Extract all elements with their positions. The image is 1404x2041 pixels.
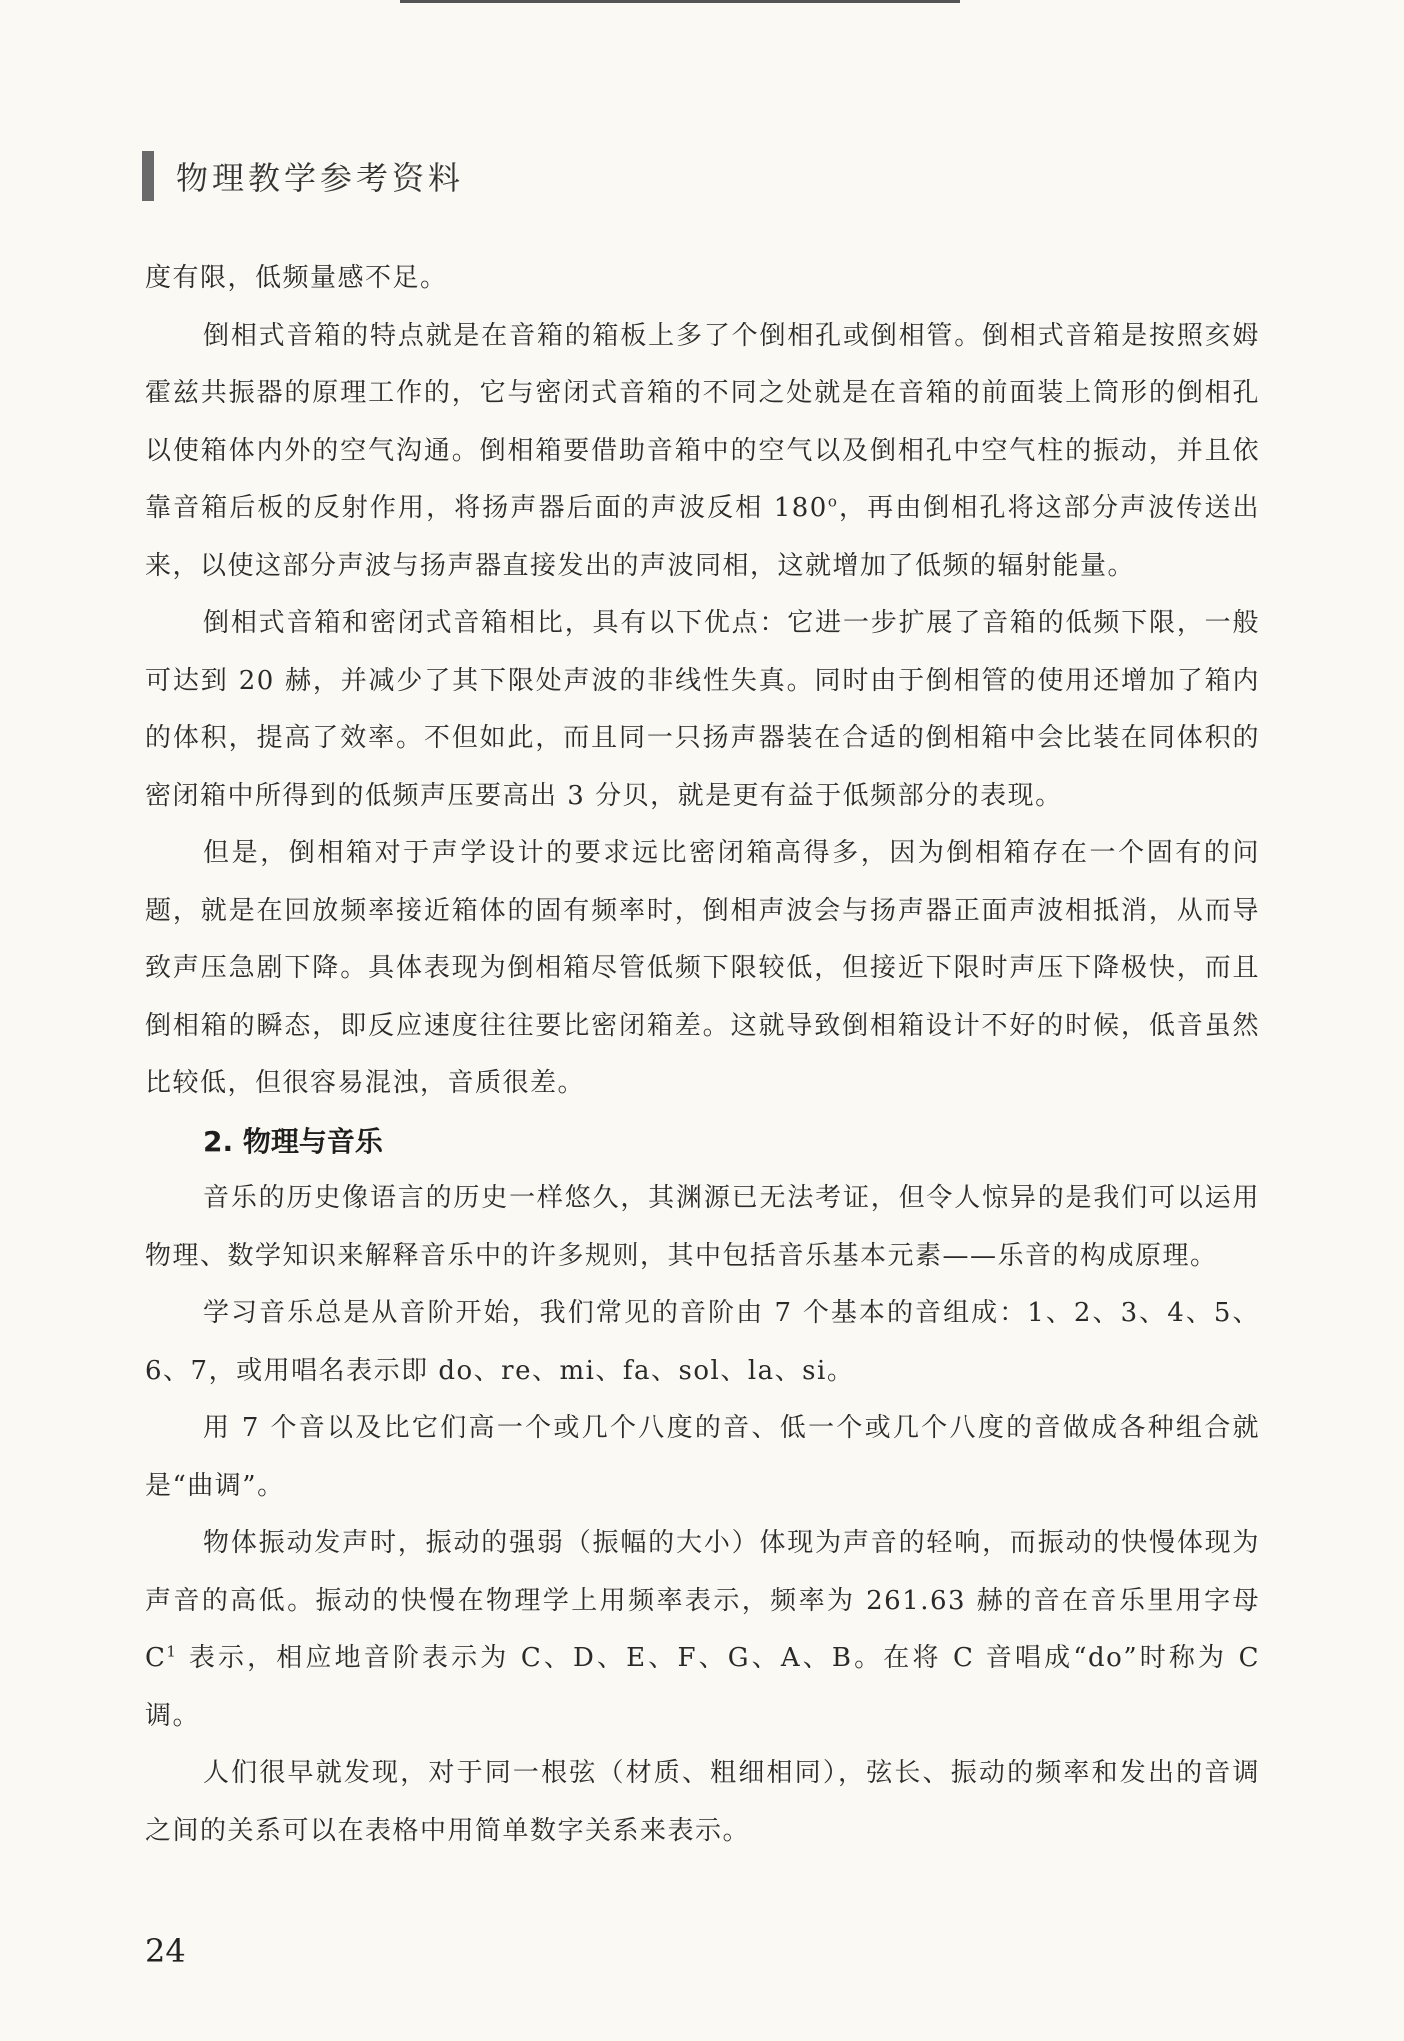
header-bar	[142, 151, 154, 201]
running-header	[142, 150, 464, 202]
paragraph-bass-reflex-problems: 但是，倒相箱对于声学设计的要求远比密闭箱高得多，因为倒相箱存在一个固有的问题，就是在回放频率接近箱体的固有频率时，倒相声波会与扬声器正面声波相抵消，从而导致声压急剧下降。具体表现为倒相箱尽管低频下限较低，但接近下限时声压下降极快，而且倒相箱的瞬态，即反应速度往往要比密闭箱差。这就导致倒相箱设计不好的时候，低音虽然比较低，但很容易混浊，音质很差。	[145, 838, 1260, 1098]
paragraph-string-relation: 人们很早就发现，对于同一根弦（材质、粗细相同），弦长、振动的频率和发出的音调之间的关系可以在表格中用简单数字关系来表示。	[145, 1758, 1260, 1846]
paragraph-bass-reflex-advantages: 倒相式音箱和密闭式音箱相比，具有以下优点：它进一步扩展了音箱的低频下限，一般可达到 20 赫，并减少了其下限处声波的非线性失真。同时由于倒相管的使用还增加了箱内的体积，提高了效率。不但如此，而且同一只扬声器装在合适的倒相箱中会比装在同体积的密闭箱中所得到的低频声压要高出 3 分贝，就是更有益于低频部分的表现。	[145, 608, 1260, 811]
header-title: 物理教学参考资料	[176, 159, 465, 197]
paragraph-pitch-frequency	[145, 1515, 1260, 1745]
paragraph-text-tail: 表示，相应地音阶表示为 C、D、E、F、G、A、B。在将 C 音唱成“do”时称为 C 调。	[145, 1643, 1260, 1731]
c1-superscript: 1	[166, 1642, 178, 1661]
paragraph-continued: 度有限，低频量感不足。	[145, 263, 448, 293]
paragraph-text: 倒相式音箱的特点就是在音箱的箱板上多了个倒相孔或倒相管。倒相式音箱是按照亥姆霍兹共振器的原理工作的，它与密闭式音箱的不同之处就是在音箱的前面装上筒形的倒相孔以使箱体内外的空气沟通。倒相箱要借助音箱中的空气以及倒相孔中空气柱的振动，并且依靠音箱后板的反射作用，将扬声器后面的声波反相 180	[145, 320, 1260, 523]
section-heading: 2. 物理与音乐	[203, 1124, 383, 1158]
page-number: 24	[145, 1932, 186, 1970]
paragraph-text: 物体振动发声时，振动的强弱（振幅的大小）体现为声音的轻响，而振动的快慢体现为声音的高低。振动的快慢在物理学上用频率表示，频率为 261.63 赫的音在音乐里用字母 C	[145, 1528, 1260, 1673]
degree-superscript: o	[827, 492, 839, 511]
top-rule	[400, 0, 960, 3]
paragraph-text-tail: ，再由倒相孔将这部分声波传送出来，以使这部分声波与扬声器直接发出的声波同相，这就增加了低频的辐射能量。	[145, 493, 1260, 581]
paragraph-music-history: 音乐的历史像语言的历史一样悠久，其渊源已无法考证，但令人惊异的是我们可以运用物理、数学知识来解释音乐中的许多规则，其中包括音乐基本元素——乐音的构成原理。	[145, 1183, 1260, 1271]
paragraph-melody: 用 7 个音以及比它们高一个或几个八度的音、低一个或几个八度的音做成各种组合就是“曲调”。	[145, 1413, 1260, 1501]
paragraph-musical-scale: 学习音乐总是从音阶开始，我们常见的音阶由 7 个基本的音组成：1、2、3、4、5、6、7，或用唱名表示即 do、re、mi、fa、sol、la、si。	[145, 1298, 1260, 1386]
paragraph-bass-reflex-features	[145, 308, 1260, 596]
body-text	[145, 250, 1260, 1860]
